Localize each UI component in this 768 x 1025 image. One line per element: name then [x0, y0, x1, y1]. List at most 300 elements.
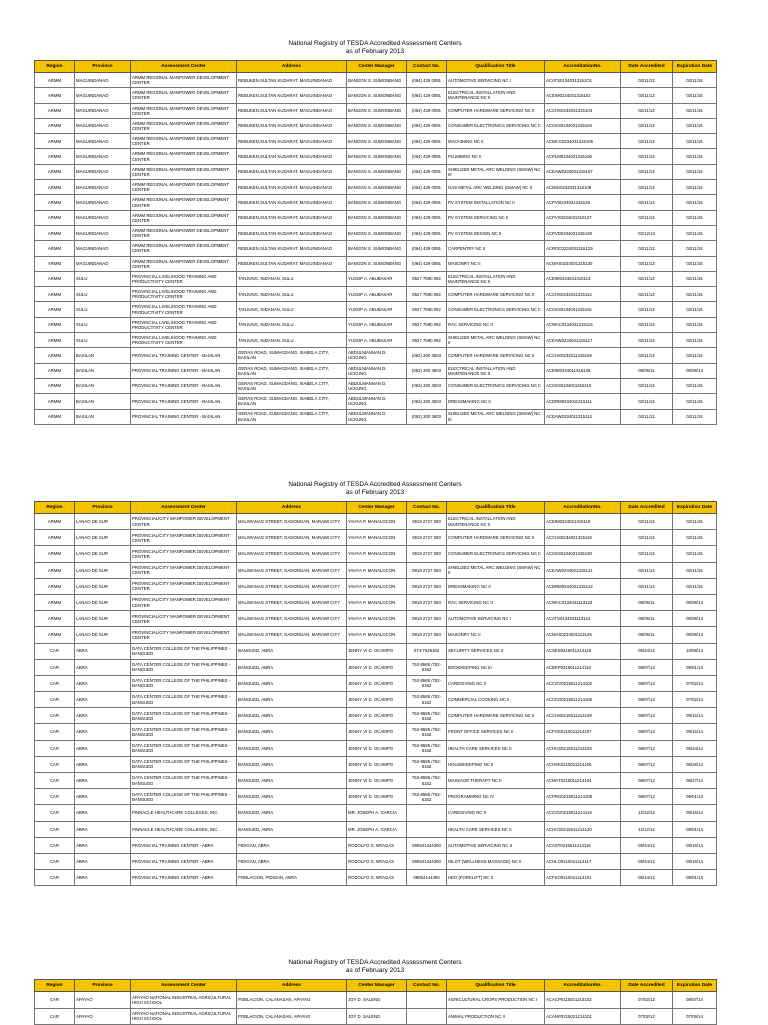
table-cell: 06/06/13	[673, 594, 717, 610]
table-cell: YAHYA P. MANALOCON	[347, 578, 407, 594]
table-cell: COMMERCIAL COOKING NC II	[447, 692, 545, 708]
table-cell: 0919 2727 050	[407, 611, 447, 627]
table-cell: YUSOP A. ABUBAKAR	[347, 302, 407, 317]
table-cell: JENNY VI D. OCAMPO	[347, 675, 407, 691]
table-cell: CAREGIVING NC II	[447, 675, 545, 691]
table-cell: CAR	[35, 692, 75, 708]
table-cell: ABRA	[75, 724, 131, 740]
table-cell: 752-8585 /752-5162	[407, 789, 447, 805]
table-cell: ARMM REGIONAL MANPOWER DEVELOPMENT CENTER	[131, 256, 237, 271]
table-cell: ARMM REGIONAL MANPOWER DEVELOPMENT CENTER	[131, 195, 237, 210]
column-header: Qualification Title	[447, 980, 545, 992]
column-header: Center Manager	[347, 61, 407, 73]
table-cell: MAGUINDANAO	[75, 256, 131, 271]
table-cell: 0927 7590 092	[407, 302, 447, 317]
table-cell: JENNY VI D. OCAMPO	[347, 708, 407, 724]
table-cell: 02/11/13	[621, 118, 673, 133]
table-cell: 02/11/13	[621, 103, 673, 118]
table-cell: JENNY VI D. OCAMPO	[347, 692, 407, 708]
table-cell: ARMM	[35, 256, 75, 271]
table-cell: TANJUNG, INDANAN, SULU	[237, 302, 347, 317]
table-cell: 752-8585 /752-5162	[407, 773, 447, 789]
table-cell: COMPUTER HARDWARE SERVICING NC II	[447, 530, 545, 546]
table-cell: 752-8585 /752-5162	[407, 740, 447, 756]
table-cell: ACSES0215011214118	[545, 643, 621, 659]
column-header: Date Accredited	[621, 980, 673, 992]
table-cell: DRESSMAKING NC II	[447, 394, 545, 409]
table-cell: ARMM	[35, 180, 75, 195]
table-cell: 08/07/12	[621, 708, 673, 724]
table-cell: ACMAS0234031113125	[545, 627, 621, 643]
table-cell: 02/11/13	[621, 271, 673, 286]
table-cell: POBLACION, PIDIGAN, ABRA	[237, 870, 347, 886]
table-cell: ARMM REGIONAL MANPOWER DEVELOPMENT CENTER	[131, 149, 237, 164]
column-header: Province	[75, 61, 131, 73]
table-cell: MALIWANAG STREET, GADONGAN, MARAWI CITY	[237, 627, 347, 643]
table-cell: ARMM	[35, 118, 75, 133]
table-cell: 02/11/15	[673, 333, 717, 348]
table-cell: 08/07/12	[621, 773, 673, 789]
table-cell: 07/02/14	[673, 675, 717, 691]
table-cell: 752-8585 /752-5162	[407, 692, 447, 708]
table-cell: 08/07/14	[673, 992, 717, 1009]
table-cell: ACPVD0334031315128	[545, 225, 621, 240]
table-cell: 02/11/13	[621, 287, 673, 302]
table-cell: AUTOMOTIVE SERVICING NC I	[447, 73, 545, 88]
table-cell: 0927 7590 092	[407, 317, 447, 332]
table-cell: 08/01/14	[673, 821, 717, 837]
table-cell: ACBKP0315011214110	[545, 659, 621, 675]
table-cell: ABRA	[75, 870, 131, 886]
table-cell: MALIWANAG STREET, GADONGAN, MARAWI CITY	[237, 578, 347, 594]
table-cell	[407, 821, 447, 837]
table-cell: POBLACION, CALANASAN, APAYAO	[237, 1008, 347, 1025]
table-cell: ACFKO0215011214101	[545, 870, 621, 886]
table-cell: ARMM REGIONAL MANPOWER DEVELOPMENT CENTER	[131, 88, 237, 103]
table-cell: 752-8585 /752-5162	[407, 756, 447, 772]
table-cell: 02/11/13	[621, 149, 673, 164]
table-cell: SHIELDED METAL ARC WELDING (SMAW) NC III	[447, 164, 545, 179]
table-cell: ACACP0115021214102	[545, 992, 621, 1009]
table-cell: 02/11/13	[621, 562, 673, 578]
table-cell: 07/02/12	[621, 992, 673, 1009]
table-cell: ARMM	[35, 317, 75, 332]
table-cell: RAC SERVICING NC II	[447, 594, 545, 610]
table-cell: 02/11/15	[673, 88, 717, 103]
table-cell: 02/11/15	[673, 118, 717, 133]
table-row	[35, 195, 717, 210]
table-cell: MALIWANAG STREET, GADONGAN, MARAWI CITY	[237, 562, 347, 578]
table-cell: 08/07/12	[621, 659, 673, 675]
table-cell: ARMM	[35, 409, 75, 424]
table-row	[35, 853, 717, 869]
table-cell: CAR	[35, 740, 75, 756]
table-cell: TANJUNG, INDANAN, SULU	[237, 333, 347, 348]
table-cell: PROVINCIAL/CITY MANPOWER DEVELOPMENT CENTER	[131, 611, 237, 627]
table-cell: BANGUED, ABRA	[237, 659, 347, 675]
table-cell: AGRICULTURAL CROPS PRODUCTION NC I	[447, 992, 545, 1009]
table-row	[35, 409, 717, 424]
table-cell: BOOKKEEPING NC III	[447, 659, 545, 675]
table-cell: ACCGV0215011214119	[545, 805, 621, 821]
table-cell: ABRA	[75, 756, 131, 772]
table-cell: ARMM	[35, 271, 75, 286]
table-cell: MALIWANAG STREET, GADONGAN, MARAWI CITY	[237, 611, 347, 627]
table-cell: ARMM REGIONAL MANPOWER DEVELOPMENT CENTER	[131, 103, 237, 118]
table-cell: ARMM	[35, 611, 75, 627]
table-cell: DATA CENTER COLLEGE OF THE PHILIPPINES - BANGUED	[131, 740, 237, 756]
table-cell: BANGUED, ABRA	[237, 805, 347, 821]
table-cell: ELECTRICAL INSTALLATION AND MAINTENANCE NC II	[447, 88, 545, 103]
table-cell: (064) 429 0091	[407, 134, 447, 149]
table-cell: ARMM	[35, 627, 75, 643]
table-cell: HEALTH CARE SERVICES NC II	[447, 740, 545, 756]
table-row	[35, 627, 717, 643]
table-cell: 752-8585 /752-5162	[407, 724, 447, 740]
table-cell: CAR	[35, 724, 75, 740]
table-cell: RAC SERVICING NC II	[447, 317, 545, 332]
table-cell: DATA CENTER COLLEGE OF THE PHILIPPINES - BANGUED	[131, 708, 237, 724]
table-cell: BANGUED, ABRA	[237, 643, 347, 659]
table-cell: CONSUMER ELECTRONICS SERVICING NC II	[447, 118, 545, 133]
table-cell: ARMM REGIONAL MANPOWER DEVELOPMENT CENTER	[131, 180, 237, 195]
table-cell: ARMM	[35, 378, 75, 393]
table-cell: 08/07/12	[621, 724, 673, 740]
table-cell: ABRA	[75, 675, 131, 691]
table-cell: PROVINCIAL/CITY MANPOWER DEVELOPMENT CENTER	[131, 578, 237, 594]
table-cell: ACHSK0215011214106	[545, 756, 621, 772]
table-cell: 02/11/15	[673, 241, 717, 256]
table-cell: ACDRM0234011315111	[545, 394, 621, 409]
table-cell: 02/11/13	[621, 333, 673, 348]
column-header: Contact No.	[407, 980, 447, 992]
table-row	[35, 256, 717, 271]
table-cell: PROVINCIAL TRAINING CENTER - BASILAN	[131, 378, 237, 393]
table-cell: 02/11/15	[673, 394, 717, 409]
table-cell: ARMM	[35, 149, 75, 164]
table-cell: PIDIGAN, ABRA	[237, 837, 347, 853]
table-cell: ACCHS0234041315114	[545, 287, 621, 302]
table-cell: 02/11/15	[673, 225, 717, 240]
table-cell: PROVINCIAL LIVELIHOOD TRAINING AND PRODUCTIVITY CENTER	[131, 317, 237, 332]
table-cell: 752-8585 /752-5162	[407, 708, 447, 724]
table-cell: 02/11/13	[621, 241, 673, 256]
table-cell: ACCGV0215011214102	[545, 675, 621, 691]
table-cell: APAYAO	[75, 1008, 131, 1025]
table-cell: RODOLFO G. BRAGAS	[347, 853, 407, 869]
table-cell: LANAO DE SUR	[75, 514, 131, 530]
table-cell: 02/11/15	[673, 514, 717, 530]
table-cell: 0919 2727 050	[407, 546, 447, 562]
table-cell: 02/11/15	[673, 73, 717, 88]
table-cell: ACFOS0215011214107	[545, 724, 621, 740]
table-cell: APAYAO	[75, 992, 131, 1009]
table-cell: ELECTRICAL INSTALLATION AND MAINTENANCE NC II	[447, 514, 545, 530]
table-cell: ACEAW0334011315112	[545, 409, 621, 424]
table-cell: JENNY VI D. OCAMPO	[347, 773, 407, 789]
table-cell: ACATS01340313151O1	[545, 73, 621, 88]
table-cell: YAHYA P. MANALOCON	[347, 594, 407, 610]
table-row	[35, 118, 717, 133]
table-cell: PV SYSTEM INSTALLATION NC II	[447, 195, 545, 210]
table-cell: ACANP0215021214101	[545, 1008, 621, 1025]
table-cell: PROVINCIAL/CITY MANPOWER DEVELOPMENT CENTER	[131, 530, 237, 546]
table-cell: 02/11/15	[673, 271, 717, 286]
table-cell: SHIELDED METAL ARC WELDING (SMAW) NC II	[447, 562, 545, 578]
table-cell: PROVINCIAL TRAINING CENTER - ABRA	[131, 853, 237, 869]
table-cell: MASONRY NC II	[447, 627, 545, 643]
table-cell: 02/11/13	[621, 210, 673, 225]
table-cell: ACWAC0134041113123	[545, 594, 621, 610]
table-cell: DATA CENTER COLLEGE OF THE PHILIPPINES - BANGUED	[131, 756, 237, 772]
column-header: Region	[35, 980, 75, 992]
table-cell: 09/15/14	[673, 805, 717, 821]
table-cell: REBUKEN,SULTAN KUDARAT, MAGUINDANAO	[237, 103, 347, 118]
table-cell: LANAO DE SUR	[75, 546, 131, 562]
table-cell: MAGUINDANAO	[75, 149, 131, 164]
header-row	[35, 980, 717, 992]
table-cell: 0927 7590 092	[407, 287, 447, 302]
table-row	[35, 333, 717, 348]
table-cell: GERAS ROAD, SUMAGDANG, ISABELA CITY, BASILAN	[237, 348, 347, 363]
table-row	[35, 530, 717, 546]
table-row	[35, 805, 717, 821]
table-cell: 08/07/12	[621, 740, 673, 756]
registry-table	[34, 979, 717, 1025]
table-cell: ACMAS0234031315130	[545, 256, 621, 271]
table-cell: COMPUTER HARDWARE SERVICING NC II	[447, 287, 545, 302]
table-cell: JENNY VI D. OCAMPO	[347, 659, 407, 675]
table-cell: ARMM	[35, 302, 75, 317]
table-cell: ABRA	[75, 643, 131, 659]
table-cell: ACCHS0234011315109	[545, 348, 621, 363]
table-cell: TANJUNG, INDANAN, SULU	[237, 271, 347, 286]
table-cell: 05/14/12	[621, 870, 673, 886]
table-cell: DATA CENTER COLLEGE OF THE PHILIPPINES - BANGUED	[131, 773, 237, 789]
table-cell: DATA CENTER COLLEGE OF THE PHILIPPINES - BANGUED	[131, 643, 237, 659]
column-header: Region	[35, 502, 75, 514]
table-cell: BANGON S. SUMONBANG	[347, 210, 407, 225]
table-cell: REBUKEN,SULTAN KUDARAT, MAGUINDANAO	[237, 149, 347, 164]
table-cell: 08/07/12	[621, 756, 673, 772]
registry-table	[34, 501, 717, 886]
table-cell: GERAS ROAD, SUMAGDANG, ISABELA CITY, BASILAN	[237, 394, 347, 409]
table-cell: 02/11/15	[673, 180, 717, 195]
table-cell: BANGON S. SUMONBANG	[347, 149, 407, 164]
table-cell: ARMM	[35, 333, 75, 348]
table-cell: ARMM	[35, 562, 75, 578]
table-cell	[407, 992, 447, 1009]
table-cell: SECURITY SERVICES NC II	[447, 643, 545, 659]
table-cell: MALIWANAG STREET, GADONGAN, MARAWI CITY	[237, 530, 347, 546]
table-cell: DATA CENTER COLLEGE OF THE PHILIPPINES - BANGUED	[131, 675, 237, 691]
table-cell: REBUKEN,SULTAN KUDARAT, MAGUINDANAO	[237, 164, 347, 179]
column-header: Center Manager	[347, 980, 407, 992]
table-row	[35, 578, 717, 594]
table-cell: ARMM	[35, 546, 75, 562]
table-cell: (064) 429 0091	[407, 118, 447, 133]
table-cell: ACDRM0234021315122	[545, 578, 621, 594]
table-cell: ARMM	[35, 348, 75, 363]
table-cell: JENNY VI D. OCAMPO	[347, 756, 407, 772]
table-cell: 09/15/14	[673, 837, 717, 853]
table-cell: LANAO DE SUR	[75, 562, 131, 578]
table-row	[35, 594, 717, 610]
table-cell: ACWAC0134041315116	[545, 317, 621, 332]
column-header: Expiration Date	[673, 61, 717, 73]
table-row	[35, 134, 717, 149]
table-cell: CAR	[35, 853, 75, 869]
table-cell: 09/01/13	[673, 870, 717, 886]
table-cell: AUTOMOTIVE SERVICING NC II	[447, 837, 545, 853]
table-cell: MAGUINDANAO	[75, 180, 131, 195]
table-cell: PROVINCIAL TRAINING CENTER - BASILAN	[131, 394, 237, 409]
column-header: Date Accredited	[621, 502, 673, 514]
table-row	[35, 348, 717, 363]
table-cell: BANGON S. SUMONBANG	[347, 103, 407, 118]
table-row	[35, 724, 717, 740]
table-cell: ARMM	[35, 530, 75, 546]
table-row	[35, 73, 717, 88]
table-cell: 02/11/13	[621, 530, 673, 546]
table-cell: CONSUMER ELECTRONICS SERVICING NC II	[447, 302, 545, 317]
table-cell: ARMM REGIONAL MANPOWER DEVELOPMENT CENTER	[131, 241, 237, 256]
table-cell: 02/11/15	[673, 164, 717, 179]
table-cell: BANGON S. SUMONBANG	[347, 164, 407, 179]
table-cell: AUTOMOTIVE SERVICING NC I	[447, 611, 545, 627]
table-cell: BANGUED, ABRA	[237, 740, 347, 756]
table-cell: (062) 200 3603	[407, 409, 447, 424]
table-cell: 02/11/15	[673, 103, 717, 118]
table-cell: PROVINCIAL/CITY MANPOWER DEVELOPMENT CENTER	[131, 594, 237, 610]
table-cell: ARMM	[35, 287, 75, 302]
table-cell: MASSAGE THERAPY NC II	[447, 773, 545, 789]
table-cell: CAREGIVING NC II	[447, 805, 545, 821]
table-cell: 0919 2727 050	[407, 578, 447, 594]
table-cell: YAHYA P. MANALOCON	[347, 611, 407, 627]
table-cell: 09/01/13	[673, 789, 717, 805]
table-row	[35, 271, 717, 286]
table-cell: REBUKEN,SULTAN KUDARAT, MAGUINDANAO	[237, 88, 347, 103]
table-cell: 02/11/15	[673, 530, 717, 546]
table-cell: DATA CENTER COLLEGE OF THE PHILIPPINES - BANGUED	[131, 789, 237, 805]
table-cell: 02/11/13	[621, 578, 673, 594]
table-cell: 02/11/13	[621, 348, 673, 363]
table-cell: ACHLO0215011214117	[545, 853, 621, 869]
table-cell: 09/01/13	[673, 659, 717, 675]
registry-subtitle: as of February 2013	[345, 967, 405, 974]
table-cell: (064) 429 0091	[407, 210, 447, 225]
table-cell: PLUMBING NC II	[447, 149, 545, 164]
table-cell: 06/06/13	[673, 627, 717, 643]
table-cell: JOY D. SALENG	[347, 1008, 407, 1025]
table-row	[35, 756, 717, 772]
column-header: Province	[75, 502, 131, 514]
table-cell: CAR	[35, 708, 75, 724]
table-cell: BANGUED, ABRA	[237, 724, 347, 740]
table-cell: (062) 200 3603	[407, 394, 447, 409]
table-cell: (062) 200 3603	[407, 363, 447, 378]
table-cell: SULU	[75, 302, 131, 317]
table-cell: 06/06/11	[621, 611, 673, 627]
table-cell: SULU	[75, 271, 131, 286]
table-cell: BANGON S. SUMONBANG	[347, 195, 407, 210]
column-header: Expiration Date	[673, 980, 717, 992]
table-cell: 02/11/15	[673, 134, 717, 149]
table-cell: ACEIM0234021315118	[545, 514, 621, 530]
table-cell: 752-8585 /752-5162	[407, 675, 447, 691]
table-cell: ARMM	[35, 394, 75, 409]
table-cell: BANGON S. SUMONBANG	[347, 88, 407, 103]
table-cell: PINNACLE HEALTHCARE COLLEGES, INC.	[131, 805, 237, 821]
table-cell: (062) 200 3603	[407, 378, 447, 393]
table-row	[35, 287, 717, 302]
table-cell: YAHYA P. MANALOCON	[347, 514, 407, 530]
table-cell: BANGON S. SUMONBANG	[347, 225, 407, 240]
table-cell: 06/06/11	[621, 363, 673, 378]
column-header: Assessment Center	[131, 502, 237, 514]
table-cell: ACMAT0215011214104	[545, 773, 621, 789]
table-cell: GAS METAL ARC WELDING (GMAW) NC II	[447, 180, 545, 195]
table-cell: 02/11/13	[621, 514, 673, 530]
table-cell: REBUKEN,SULTAN KUDARAT, MAGUINDANAO	[237, 241, 347, 256]
table-cell: CAR	[35, 643, 75, 659]
table-cell: 06/06/11	[621, 627, 673, 643]
table-row	[35, 394, 717, 409]
table-cell: LANAO DE SUR	[75, 627, 131, 643]
table-cell: 09/15/14	[673, 708, 717, 724]
table-cell: PROVINCIAL/CITY MANPOWER DEVELOPMENT CENTER	[131, 562, 237, 578]
table-row	[35, 708, 717, 724]
registry-subtitle: as of February 2013	[345, 48, 405, 55]
table-cell: (064) 429 0091	[407, 88, 447, 103]
table-cell: 06/06/13	[673, 363, 717, 378]
table-cell: (064) 429 0091	[407, 103, 447, 118]
table-cell: 09/24/14	[673, 740, 717, 756]
registry-title: National Registry of TESDA Accredited Assessment Centers	[288, 959, 462, 966]
table-cell: ACCES0234021315120	[545, 546, 621, 562]
table-cell: CARPENTRY NC II	[447, 241, 545, 256]
table-cell: 0919 2727 050	[407, 594, 447, 610]
registry-page-3	[34, 959, 716, 1025]
column-header: Region	[35, 61, 75, 73]
table-cell: ACATS0134031113124	[545, 611, 621, 627]
table-cell: CAR	[35, 756, 75, 772]
column-header: Address	[237, 502, 347, 514]
table-cell: (064) 429 0091	[407, 256, 447, 271]
table-cell: 09/15/14	[673, 853, 717, 869]
table-cell: ANIMAL PRODUCTION NC II	[447, 1008, 545, 1025]
table-cell: MAGUINDANAO	[75, 118, 131, 133]
column-header: Expiration Date	[673, 502, 717, 514]
table-cell: LANAO DE SUR	[75, 611, 131, 627]
table-cell: 02/11/13	[621, 256, 673, 271]
table-cell: PROVINCIAL TRAINING CENTER - BASILAN	[131, 409, 237, 424]
table-cell: PROVINCIAL/CITY MANPOWER DEVELOPMENT CENTER	[131, 514, 237, 530]
table-cell: (064) 429 0091	[407, 241, 447, 256]
table-cell: ABDULMANNAN D. UCKUNG	[347, 409, 407, 424]
table-cell: PV SYSTEM DESIGN NC II	[447, 225, 545, 240]
header-row	[35, 61, 717, 73]
registry-title: National Registry of TESDA Accredited Assessment Centers	[288, 40, 462, 47]
table-row	[35, 363, 717, 378]
table-cell: REBUKEN,SULTAN KUDARAT, MAGUINDANAO	[237, 256, 347, 271]
table-row	[35, 210, 717, 225]
table-row	[35, 88, 717, 103]
table-cell: LANAO DE SUR	[75, 578, 131, 594]
table-row	[35, 241, 717, 256]
table-cell: MR. JOSEPH A. GARCIA	[347, 821, 407, 837]
